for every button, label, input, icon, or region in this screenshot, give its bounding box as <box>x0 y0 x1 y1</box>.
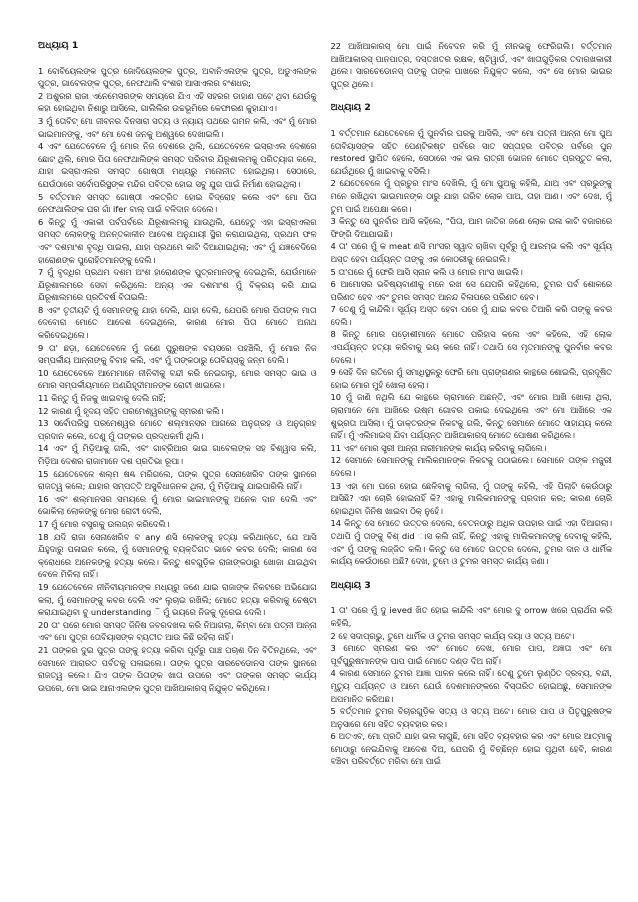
chapter-2-verse: 13 ଏହା ମୋ ଘରେ ହୋଇ ଛେଳିବାକୁ ଲାଗିଲା, ମୁଁ ତାଙ୍କୁ କହିଲି, ଏହି ପିଲାଟି କେଉଁଠାରୁ ଆସିଛି? ଏହା ଚୋରି ହୋଇନାହିଁ କି? ଏହାକୁ ମାଲିକମାନଙ୍କୁ ପ୍ରଦାନ କର; କାରଣ ଚୋରି ହୋଇଥିବା ଜିନିଷ ଖାଇବା ଠିକ୍ ନୁହେଁ। <box>330 480 612 516</box>
chapter-1-verse: 7 ମୁଁ ବୃଦ୍ଧିର ପ୍ରଥମ ଦଶମ ଅଂଶ ହାରୋଣଙ୍କ ପୁତ୍ରମାନଙ୍କୁ ଦେଇଥିଲି, ଯେଉଁମାନେ ଯିରୂଶାଲମରେ ସେବା କରିଥିଲେ: ଅନ୍ୟ ଏକ ଦଶମାଂଶ ମୁଁ ବିକ୍ରୟ କରି ଯାଇ ଯିରୂଶାଲମରେ ପ୍ରତିବର୍ଷ ବିତାଇଲି: <box>38 267 317 303</box>
chapter-2-verse: 4 ତା' ପରେ ମୁଁ କ meat ଣସି ମାଂସର ସ୍ୱାଦ ଚାଖିବା ପୂର୍ବରୁ ମୁଁ ଆରମ୍ଭ କଲି ଏବଂ ସୂର୍ଯ୍ୟ ଅସ୍ତ ହେବା ପର୍ଯ୍ୟନ୍ତ ତାଙ୍କୁ ଏକ କୋଠରୀକୁ ନେଇଗଲି। <box>330 241 612 264</box>
chapter-2-verse: 14 କିନ୍ତୁ ସେ ମୋତେ ଉତ୍ତର ଦେଲେ, ବେତନଠାରୁ ଅଧିକ ଉପହାର ପାଇଁ ଏହା ଦିଆଗଲା। ତଥାପି ମୁଁ ତାଙ୍କୁ ବିଶ୍ did ାସ କଲି ନାହିଁ, କିନ୍ତୁ ଏହାକୁ ମାଲିକମାନଙ୍କୁ ଦେବାକୁ କହିଲି, ଏବଂ ମୁଁ ତାଙ୍କୁ ଲଜ୍ଜିତ କଲି। କିନ୍ତୁ ସେ ମୋତେ ଉତ୍ତର ଦେଲେ, ତୁମର ଦାନ ଓ ଧାର୍ମିକ କାର୍ଯ୍ୟ କେଉଁଠାରେ ଅଛି? ଦେଖ, ତୁମେ ଓ ତୁମର ସମସ୍ତ କାର୍ଯ୍ୟ ଜଣା। <box>330 518 612 567</box>
chapter-3-heading: ଅଧ୍ୟାୟ 3 <box>330 579 371 591</box>
chapter-1-verse: 19 ଯେତେବେଳେ ନୀନିବୀୟମାନଙ୍କ ମଧ୍ୟରୁ ଜଣେ ଯାଇ ରାଜାଙ୍କ ନିକଟରେ ଅଭିଯୋଗ କଲା, ମୁଁ ସେମାନଙ୍କୁ କବର ଦେଲି ଏବଂ ଲୁଚାଇ ରଖିଲି; ମୋତେ ହତ୍ୟା କରିବାକୁ ଚେଷ୍ଟା କରାଯାଇଥିବା ବୁ understanding ି ମୁଁ ଭୟରେ ନିଜକୁ ଦୂରେଇ ଦେଲି। <box>38 581 317 618</box>
chapter-2-verse: 2 ଯେତେବେଳେ ମୁଁ ପ୍ରଚୁର ମାଂସ ଦେଖିଲି, ମୁଁ ମୋ ପୁଅକୁ କହିଲି, ଯାଅ ଏବଂ ପ୍ରଭୁଙ୍କୁ ମନେ ରଖିଥିବା ଭାଇମାନଙ୍କ ଠାରୁ ଯାହା ଗରିବ ଲୋକ ପାଅ, ତାହା ଆଣ। ଏବଂ ଦେଖ, ମୁଁ ତୁମ ପାଇଁ ଅପେକ୍ଷା କରେ। <box>330 178 612 214</box>
chapter-1-verse: 6 କିନ୍ତୁ ମୁଁ ଏକାକୀ ପର୍ବପର୍ବରେ ଯିରୂଶାଲମକୁ ଯାଉଥିଲି, ଯେହେତୁ ଏହା ଇସ୍ରାଏଲର ସମସ୍ତ ଲୋକଙ୍କୁ ଅନନ୍ତକାଳୀନ ଆଦେଶ ଅନୁଯାୟୀ ସ୍ଥିର କରାଯାଇଥିଲା, ପ୍ରଥମ ଫଳ ଏବଂ ଦଶମାଂଶ ବୃଦ୍ଧି ପାଇଲା, ଯାହା ପ୍ରଥମେ କାଟି ଦିଆଯାଇଥିଲା; ଏବଂ ମୁଁ ଯଜ୍ଞବେଦିରେ ହାରୋଣଙ୍କ ପୁରୋହିତମାନଙ୍କୁ ଦେଲି। <box>38 216 317 265</box>
chapter-1-verse: 1 ବୋବିୟେଲଙ୍କ ପୁତ୍ର ଜୋଦିୟେଲଙ୍କ ପୁତ୍ର, ଅବାନିଏଲଙ୍କ ପୁତ୍ର, ଅଡୁଏଲଙ୍କ ପୁତ୍ର, ଗାବେଲଙ୍କ ପୁତ୍ର, ନେଫଥାଲି ବଂଶର ଆସାଏଲର ବଂଶଧର; <box>38 65 317 89</box>
chapter-1-verse: 17 ମୁଁ ମୋର ବସ୍ତ୍ରକୁ ଉଲଗ୍ନ କରିଦେଲି। <box>38 518 170 529</box>
chapter-3-verse: 6 ଅତଏବ, ମୋ ପ୍ରତି ଯାହା ଭଲ ଲାଗୁଛି, ମୋ ସହିତ ବ୍ୟବହାର କର ଏବଂ ମୋର ଆତ୍ମାକୁ ମୋଠାରୁ ନେଇଯିବାକୁ ଆଦେଶ ଦିଅ, ଯେପରି ମୁଁ ବିଚ୍ଛିନ୍ନ ହୋଇ ପୃଥିବୀ ହେବି, କାରଣ ବଞ୍ଚିବା ପରିବର୍ତ୍ତେ ମରିବା ମୋ ପାଇଁ <box>330 731 612 767</box>
chapter-1-verse: 3 ମୁଁ ତୋବିଟ୍ ମୋ ଜୀବନର ଦିନସାରା ସତ୍ୟ ଓ ନ୍ୟାୟ ପଥରେ ଗମନ କଲି, ଏବଂ ମୁଁ ମୋର ଭାଇମାନଙ୍କୁ, ଏବଂ ମୋ ଦେଶ ଜନକୁ ଅଶ୍ୱରେ ଦେଖାଇଲି। <box>38 115 317 139</box>
chapter-2-verse: 7 ତେଣୁ ମୁଁ କାନ୍ଦିଲି। ସୂର୍ଯ୍ୟ ଅସ୍ତ ହେବା ପରେ ମୁଁ ଯାଇ କବର ତିଆରି କରି ତାଙ୍କୁ କବର ଦେଲି। <box>330 304 612 327</box>
chapter-2-verse: 11 ଏବଂ ମୋର ସ୍ତ୍ରୀ ଆନ୍ନା ନାରୀମାନଙ୍କ କାର୍ଯ୍ୟ କରିବାକୁ ଲାଗିଲେ। <box>330 442 547 453</box>
chapter-2-verse: 8 କିନ୍ତୁ ମୋର ପଡ଼ୋଶୀମାନେ ମୋତେ ପରିହାସ କଲେ ଏବଂ କହିଲେ, ଏହି ଲୋକ ଏପର୍ଯ୍ୟନ୍ତ ହତ୍ୟା କରିବାକୁ ଭୟ କରେ ନାହିଁ। ତଥାପି ସେ ମୃତମାନଙ୍କୁ ପୁନର୍ବାର କବର ଦେଲେ। <box>330 329 612 365</box>
chapter-1-verse: 18 ଯଦି ରାଜା ସେନାଖେରିବ ବ any ଣସି ଲୋକଙ୍କୁ ହତ୍ୟା କରିଥାନ୍ତେ, ଯେ ଆସି ଯିହୁଦାରୁ ପଳାଇନ କଲେ, ମୁଁ ସେମାନଙ୍କୁ ବ୍ୟକ୍ତିଗତ ଭାବେ କବର ଦେଲି; କାରଣ ସେ କ୍ରୋଧରେ ଅନେକଙ୍କୁ ହତ୍ୟା କଲେ। କିନ୍ତୁ ଶବଗୁଡ଼ିକ ରାଜାଙ୍କଠାରୁ ଖୋଜା ଯାଇଥିବା ବେଳେ ମିଳିଲା ନାହିଁ। <box>38 531 317 580</box>
chapter-1-verse: 12 କାରଣ ମୁଁ ହୃଦୟ ସହିତ ପରମେଶ୍ୱରଙ୍କୁ ସ୍ମରଣ କଲି। <box>38 405 224 416</box>
chapter-1-verse: 10 ଯେତେବେଳେ ଆମେମାନେ ନୀନିବୀକୁ ବନ୍ଦୀ କରି ନେଇଗଲୁ, ମୋର ସମସ୍ତ ଭାଇ ଓ ମୋର ସମ୍ପର୍କୀୟମାନେ ଅଣଯିହୂଦୀମାନଙ୍କ ରୋଟୀ ଖାଇଲେ। <box>38 367 317 391</box>
chapter-1-verse: 14 ଏବଂ ମୁଁ ମିଡ଼ିଆକୁ ଗଲି, ଏବଂ ଗାବ୍ରିଆର ଭାଇ ଗାବେଲଙ୍କ ସହ ବିଶ୍ୱାସ କଲି, ମିଡ଼ିଆ ଦେଶର ରାଜାମାନେ ଦଶ ପ୍ରତିଭା ରୂପା। <box>38 443 317 466</box>
chapter-1-verse: 20 ତା' ପରେ ମୋର ସମସ୍ତ ଜିନିଷ ଜବରଦଖଲ କରି ନିଆଗଲା, କିମ୍ବା ମୋ ପତ୍ନୀ ଆନ୍ନା ଏବଂ ମୋ ପୁତ୍ର ତୋବିୟାସଙ୍କ ବ୍ୟତୀତ ଆଉ କିଛି ରହିଲା ନାହିଁ। <box>38 619 317 643</box>
chapter-1-verse: 5 ବର୍ତ୍ତମାନ ସମସ୍ତ ଗୋଷ୍ଠୀ ଏକତ୍ରିତ ହୋଇ ବିଦ୍ରୋହ କଲେ ଏବଂ ମୋ ପିତା ନେଫଥାଲିଙ୍କ ଘର ଗାଁ ifer ବାଲ୍ ପାଇଁ ବଳିଦାନ ଦେଲେ। <box>38 191 317 215</box>
chapter-2-verse: 9 ସେହି ଦିନ ରାତିରେ ମୁଁ ସମାଧିସ୍ଥଳରୁ ଫେରି ମୋ ପ୍ରାଙ୍ଗଣର କାନ୍ଥରେ ଶୋଇଲି, ପ୍ରଦୂଷିତ ହୋଇ ମୋର ମୁହଁ ଖୋଲା ହେଲା। <box>330 367 612 390</box>
chapter-3-verse: 5 ବର୍ତ୍ତମାନ ତୁମର ବିଚାରଗୁଡ଼ିକ ସତ୍ୟ ଓ ସତ୍ୟ ଅଟେ। ମୋର ପାପ ଓ ପିତୃପୁରୁଷଙ୍କ ଅନୁସାରେ ମୋ ସହିତ ବ୍ୟବହାର କର। <box>330 706 612 729</box>
chapter-1-verse: 9 ତା' ଛଡ଼ା, ଯେତେବେଳେ ମୁଁ ଜଣେ ପୁରୁଷଙ୍କ ବୟସରେ ପହଞ୍ଚିଲି, ମୁଁ ମୋର ନିଜ ସମ୍ପର୍କୀୟ ଆନ୍ନାଙ୍କୁ ବିବାହ କଲି, ଏବଂ ମୁଁ ତାଙ୍କଠାରୁ ତୋବିୟସ୍କୁ ଜନ୍ମ ଦେଲି। <box>38 342 317 366</box>
chapter-1-verse: 11 କିନ୍ତୁ ମୁଁ ନିଜକୁ ଖାଇବାକୁ ଦେଲି ନାହିଁ; <box>38 393 167 404</box>
chapter-1-verse: 8 ଏବଂ ତୃତୀୟଟି ମୁଁ ସେମାନଙ୍କୁ ଯାହା ଦେଲି, ଯାହା ଦେଲି, ଯେପରି ମୋର ପିତାଙ୍କ ମାତା ଦେବୋରା ମୋତେ ଆଦେଶ ଦେଇଥିଲେ, କାରଣ ମୋର ପିତା ମୋତେ ଅନାଥ କରିଦେଇଥିଲେ। <box>38 304 317 341</box>
chapter-2-heading: ଅଧ୍ୟାୟ 2 <box>330 102 371 114</box>
chapter-2-verse: 3 କିନ୍ତୁ ସେ ପୁନର୍ବାର ଆସି କହିଲେ, "ପିତା, ଆମ ଜାତିର ଜଣେ ଲୋକ ଗଳା କାଟି ବଜାରରେ ଫିଙ୍ଗି ଦିଆଯାଇଛି। <box>330 216 612 239</box>
chapter-1-verse: 13 ସର୍ବୋପରିସ୍ଥ ପରମେଶ୍ୱର ମୋତେ ଶଲ୍ମାନସର ଆଗରେ ଅନୁଗ୍ରହ ଓ ଅନୁଗ୍ରହ ପ୍ରଦାନ କଲେ, ତେଣୁ ମୁଁ ତାଙ୍କର ପ୍ରଦ୍ଧକର୍ମୀ ଥିଲି। <box>38 418 317 441</box>
chapter-2-verse: 6 ଆମୋସର ଭବିଷ୍ୟବାଣୀକୁ ମନେ ରଖ ସେ ଯେପରି କହିଥିଲେ, ତୁମର ପର୍ବ ଶୋକରେ ପରିଣତ ହେବ ଏବଂ ତୁମର ସମସ୍ତ ଆନନ୍ଦ ବିଳାପରେ ପରିଣତ ହେବ। <box>330 279 612 302</box>
chapter-3-verse: 4 କାରଣ ସେମାନେ ତୁମର ଆଜ୍ଞା ପାଳନ କଲେ ନାହିଁ। ତେଣୁ ତୁମେ ଲୁଣ୍ଠିତ ଦ୍ରବ୍ୟ, ବନ୍ଦୀ, ମୃତ୍ୟୁ ପର୍ଯ୍ୟନ୍ତ ଓ ଆମେ ଯେଉଁ ଦେଶମାନଙ୍କରେ ବିସ୍ତାରିତ ହୋଇଅଛୁ, ସେମାନଙ୍କ ଅପମାନିତ କରିଅଛ। <box>330 668 612 704</box>
chapter-3-verse: 1 ତା' ପରେ ମୁଁ ଦୁ ieved ଖିତ ହୋଇ କାନ୍ଦିଲି ଏବଂ ମୋର ଦୁ orrow ଖରେ ପ୍ରାର୍ଥନା କରି କହିଲି, <box>330 605 612 628</box>
chapter-2-verse: 12 ସେମାନେ ସେମାନଙ୍କୁ ମାଲିକମାନଙ୍କ ନିକଟକୁ ପଠାଇଲେ। ସେମାନେ ତାଙ୍କ ମଜୁରୀ ଦେଲେ। <box>330 455 612 478</box>
chapter-1-verse: 15 ଯେତେବେଳେ ଶଲ୍ମ ଷଣ୍ଢ ମରିଗଲେ, ତାଙ୍କ ପୁତ୍ର ସେନାଖେରିବ ତାଙ୍କ ସ୍ଥାନରେ ରାଜତ୍ୱ କଲେ; ଯାହାର ସମ୍ପତ୍ତି ଅସୁବିଧାଜନକ ଥିଲା, ମୁଁ ମିଡ଼ିଆକୁ ଯାଇପାରିଲି ନାହିଁ। <box>38 468 317 492</box>
chapter-3-verse: 3 ମୋତେ ସ୍ମରଣ କର ଏବଂ ମୋତେ ଦେଖ, ମୋର ପାପ, ଅଜ୍ଞତା ଏବଂ ମୋ ପୂର୍ବପୁରୁଷମାନଙ୍କ ପାପ ପାଇଁ ମୋତେ ଦଣ୍ଡ ଦିଅ ନାହିଁ। <box>330 643 612 666</box>
chapter-2-verse: 1 ବର୍ତ୍ତମାନ ଯେତେବେଳେ ମୁଁ ପୁନର୍ବାର ଘରକୁ ଆସିଲି, ଏବଂ ମୋ ପତ୍ନୀ ଆନ୍ନା ମୋ ପୁଅ ତୋବିୟାସଙ୍କ ସହିତ ପେଣ୍ଟିକଷ୍ଟ ପର୍ବରେ ସାତ ସପ୍ତାହର ପବିତ୍ର ପର୍ବରେ ପୁନ restored ସ୍ଥାପିତ ହେଲେ, ସେଠାରେ ଏକ ଭଲ ରାତ୍ରୀ ଭୋଜନ ମୋତେ ପ୍ରସ୍ତୁତ କଲା, ଯେଉଁଥିରେ ମୁଁ ଖାଇବାକୁ ବସିଲି। <box>330 127 612 176</box>
chapter-1-verses <box>38 65 317 695</box>
chapter-3-verse: 2 ହେ ସଦାପ୍ରଭୁ, ତୁମେ ଧାର୍ମିକ ଓ ତୁମର ସମସ୍ତ କାର୍ଯ୍ୟ ଦୟା ଓ ସତ୍ୟ ଅଟେ। <box>330 630 575 641</box>
chapter-1-verse: 2 ଅଶୁରର ରାଜା ଏନେମେସରଙ୍କ ସମୟରେ ଯିଏ ଏହି ସହରର ଡାହାଣ ପଟେ ଥିବା ଯେଉଁକୁ କହା ହୋଇଥିବା ନିଶାରୁ ଆସିଲେ, ଗାଲିଲିର ଉଚ୍ଚଭୂମିରେ କେଫାରଣ କୁହାଯାଏ। <box>38 90 317 114</box>
chapter-1-verse: 16 ଏବଂ ଶଲ୍ମାନସର ସମୟରେ ମୁଁ ମୋର ଭାଇମାନଙ୍କୁ ଅନେକ ଦାନ ଦେଲି ଏବଂ ଭୋକିଲା ଲୋକଙ୍କୁ ମୋର ରୋଟୀ ଦେଲି, <box>38 493 317 517</box>
chapter-2-verse: 10 ମୁଁ ଜାଣି ନଥିଲି ଯେ କାନ୍ଥରେ ଚାରାମାନେ ଅଛନ୍ତି, ଏବଂ ମୋର ଆଖି ଖୋଲା ଥିଲା, ଚାରାମାନେ ମୋ ଆଖିରେ ଉଷ୍ମ ଗୋବର ପକାଇ ଦେଇଥିଲେ ଏବଂ ମୋ ଆଖିରେ ଏକ ଶୁଭ୍ରତା ଆସିଲା। ମୁଁ ଡାକ୍ତରଙ୍କ ନିକଟକୁ ଗଲି, କିନ୍ତୁ ସେମାନେ ମୋତେ ସାହାଯ୍ୟ କଲେ ନାହିଁ। ମୁଁ ଏଲିମାଇସ୍ ଯିବା ପର୍ଯ୍ୟନ୍ତ ଆଖିଆକାରସ୍ ମୋତେ ପୋଷଣ କରିଥିଲେ। <box>330 392 612 441</box>
chapter-3-verses <box>331 604 612 768</box>
right-column <box>331 40 612 902</box>
left-column <box>38 40 317 902</box>
chapter-2-verses <box>331 127 612 568</box>
chapter-1-heading: ଅଧ୍ୟାୟ 1 <box>38 40 79 51</box>
chapter-1-verse: 4 ଏବଂ ଯେତେବେଳେ ମୁଁ ମୋର ନିଜ ଦେଶରେ ଥିଲି, ଯେତେବେଳେ ଇସ୍ରାଏଲ ଦେଶରେ ଛୋଟ ଥିଲି, ମୋର ପିତା ନେଫଥାଲିଙ୍କ ସମସ୍ତ ପରିବାର ଯିରୂଶାଲମକୁ ପରିତ୍ୟାଗ କଲେ, ଯାହା ଇସ୍ରାଏଲର ସମସ୍ତ ଗୋଷ୍ଠୀ ମଧ୍ୟରୁ ମନୋନୀତ ହୋଇଥିଲା। ସେଠାରେ, ଯେଉଁଠାରେ ସର୍ବୋପରିସ୍ଥଙ୍କ ମନ୍ଦିର ପବିତ୍ର ହୋଇ ସବୁ ଯୁଗ ପାଇଁ ନିର୍ମାଣ ହୋଇଥିଲା। <box>38 141 317 189</box>
chapter-2-verse: 5 ତା'ପରେ ମୁଁ ଫେରି ଆସି ସ୍ନାନ କଲି ଓ ମୋର ମାଂସ ଖାଇଲି। <box>330 266 523 277</box>
chapter-1-verse: 21 ତାଙ୍କର ଦୁଇ ପୁତ୍ର ତାଙ୍କୁ ହତ୍ୟା କରିବା ପୂର୍ବରୁ ପାଞ୍ଚ ପଚାଶ ଦିନ ବିତିନଥିଲେ, ଏବଂ ସେମାନେ ଆରାରତ ପର୍ବତକୁ ପଳାଇଲେ। ତାଙ୍କ ପୁତ୍ର ସାରଚେଡୋନସ ତାଙ୍କ ସ୍ଥାନରେ ରାଜତ୍ୱ କଲେ। ଯିଏ ତାଙ୍କ ପିତାଙ୍କ ଖାତା ଉପରେ ଏବଂ ତାଙ୍କର ସମସ୍ତ କାର୍ଯ୍ୟ ଉପରେ, ମୋ ଭାଇ ଆନାଏଲଙ୍କ ପୁତ୍ର ଆଖିଆକାରସ୍ ନିଯୁକ୍ତ କରିଥିଲେ। <box>38 644 317 693</box>
verse-22: 22 ଆଖିଆକାରସ୍ ମୋ ପାଇଁ ନିବେଦନ କରି ମୁଁ ନୀନଭକୁ ଫେରିଗଲି। ବର୍ତ୍ତମାନ ଆଖିଆକାରସ୍ ପାନପାତ୍ର, ଦସ୍ତଖତର ରକ୍ଷକ, ଷ୍ଟିୱାର୍ଡ, ଏବଂ ଖାତାଗୁଡ଼ିକର ତଦାରଖକାରୀ ଥିଲେ। ସାରଚେଡୋନସ୍ ତାଙ୍କୁ ତାଙ୍କ ପାଖରେ ନିଯୁକ୍ତ କଲେ, ଏବଂ ସେ ମୋର ଭାଇର ପୁତ୍ର ଥିଲେ। <box>330 41 612 89</box>
